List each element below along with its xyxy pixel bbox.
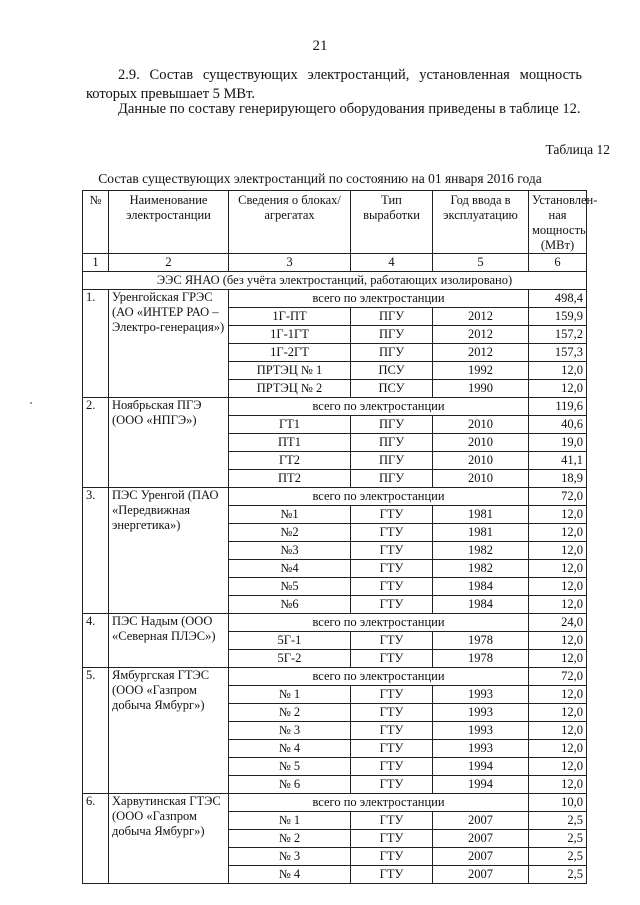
unit-type: ГТУ: [351, 758, 433, 776]
table-header-row: [83, 191, 587, 254]
unit-name: ПТ1: [229, 434, 351, 452]
unit-type: ГТУ: [351, 848, 433, 866]
unit-type: ГТУ: [351, 632, 433, 650]
unit-type: ГТУ: [351, 704, 433, 722]
power-stations-table: [82, 190, 598, 884]
station-number: 3.: [83, 488, 109, 614]
unit-name: №6: [229, 596, 351, 614]
station-name: ПЭС Уренгой (ПАО «Передвижная энергетика»): [109, 488, 229, 614]
unit-power: 12,0: [529, 560, 587, 578]
unit-power: 12,0: [529, 578, 587, 596]
unit-power: 12,0: [529, 776, 587, 794]
unit-year: 1978: [433, 632, 529, 650]
station-total-label: всего по электростанции: [229, 290, 529, 308]
unit-power: 157,3: [529, 344, 587, 362]
column-number: 2: [109, 254, 229, 272]
unit-name: ПРТЭЦ № 2: [229, 380, 351, 398]
intro-line-2: которых превышает 5 МВт.: [86, 86, 255, 102]
unit-type: ПГУ: [351, 416, 433, 434]
station-total-power: 24,0: [529, 614, 587, 632]
unit-year: 2007: [433, 830, 529, 848]
unit-year: 2012: [433, 326, 529, 344]
unit-type: ГТУ: [351, 578, 433, 596]
intro-line-3: Данные по составу генерирующего оборудования приведены в таблице 12.: [118, 101, 581, 117]
unit-power: 12,0: [529, 632, 587, 650]
unit-name: ПРТЭЦ № 1: [229, 362, 351, 380]
unit-year: 2010: [433, 470, 529, 488]
unit-name: №3: [229, 542, 351, 560]
unit-name: № 6: [229, 776, 351, 794]
station-total-row: [83, 668, 587, 686]
unit-year: 1993: [433, 740, 529, 758]
unit-year: 1990: [433, 380, 529, 398]
unit-type: ГТУ: [351, 686, 433, 704]
station-number: 6.: [83, 794, 109, 884]
unit-type: ГТУ: [351, 830, 433, 848]
unit-type: ПГУ: [351, 452, 433, 470]
station-total-power: 72,0: [529, 488, 587, 506]
unit-year: 2012: [433, 344, 529, 362]
unit-type: ПСУ: [351, 380, 433, 398]
column-number: 4: [351, 254, 433, 272]
station-total-power: 498,4: [529, 290, 587, 308]
unit-name: № 3: [229, 848, 351, 866]
unit-type: ГТУ: [351, 560, 433, 578]
unit-name: № 4: [229, 866, 351, 884]
unit-power: 12,0: [529, 740, 587, 758]
unit-year: 1981: [433, 506, 529, 524]
unit-type: ГТУ: [351, 740, 433, 758]
unit-year: 1982: [433, 560, 529, 578]
unit-name: № 3: [229, 722, 351, 740]
unit-type: ГТУ: [351, 596, 433, 614]
unit-type: ГТУ: [351, 506, 433, 524]
table-caption: Состав существующих электростанций по состоянию на 01 января 2016 года: [98, 171, 542, 186]
unit-type: ПГУ: [351, 344, 433, 362]
unit-name: №1: [229, 506, 351, 524]
intro-paragraph: [86, 66, 582, 104]
unit-name: № 2: [229, 830, 351, 848]
header-units-info: Сведения о блоках/агрегатах: [229, 191, 351, 254]
station-name: Харвутинская ГТЭС (ООО «Газпром добыча Ямбург»): [109, 794, 229, 884]
unit-name: 1Г-1ГТ: [229, 326, 351, 344]
column-number: 1: [83, 254, 109, 272]
unit-power: 12,0: [529, 596, 587, 614]
unit-power: 12,0: [529, 542, 587, 560]
unit-power: 12,0: [529, 524, 587, 542]
unit-type: ПГУ: [351, 434, 433, 452]
unit-year: 1992: [433, 362, 529, 380]
unit-type: ГТУ: [351, 650, 433, 668]
station-name: Ноябрьская ПГЭ (ООО «НПГЭ»): [109, 398, 229, 488]
unit-year: 1978: [433, 650, 529, 668]
unit-power: 12,0: [529, 758, 587, 776]
unit-year: 2007: [433, 866, 529, 884]
region-label: ЭЭС ЯНАО (без учёта электростанций, работающих изолировано): [83, 272, 587, 290]
unit-power: 12,0: [529, 704, 587, 722]
header-commission-year: Год ввода в эксплуатацию: [433, 191, 529, 254]
unit-type: ГТУ: [351, 524, 433, 542]
unit-type: ГТУ: [351, 866, 433, 884]
unit-year: 2010: [433, 416, 529, 434]
unit-name: ГТ2: [229, 452, 351, 470]
unit-power: 2,5: [529, 812, 587, 830]
unit-name: ГТ1: [229, 416, 351, 434]
unit-type: ГТУ: [351, 542, 433, 560]
station-name: ПЭС Надым (ООО «Северная ПЛЭС»): [109, 614, 229, 668]
unit-power: 18,9: [529, 470, 587, 488]
column-number-row: [83, 254, 587, 272]
unit-power: 12,0: [529, 506, 587, 524]
unit-year: 1982: [433, 542, 529, 560]
column-number: 3: [229, 254, 351, 272]
unit-name: №4: [229, 560, 351, 578]
column-number: 5: [433, 254, 529, 272]
station-total-label: всего по электростанции: [229, 668, 529, 686]
unit-year: 1981: [433, 524, 529, 542]
unit-power: 2,5: [529, 830, 587, 848]
station-total-label: всего по электростанции: [229, 614, 529, 632]
station-total-label: всего по электростанции: [229, 398, 529, 416]
station-total-row: [83, 488, 587, 506]
unit-power: 157,2: [529, 326, 587, 344]
unit-year: 2007: [433, 812, 529, 830]
station-total-row: [83, 398, 587, 416]
intro-line-1: 2.9. Состав существующих электростанций, установленная мощность: [118, 67, 582, 83]
station-number: 2.: [83, 398, 109, 488]
unit-year: 1984: [433, 578, 529, 596]
unit-power: 2,5: [529, 848, 587, 866]
station-name: Ямбургская ГТЭС (ООО «Газпром добыча Ямбург»): [109, 668, 229, 794]
unit-year: 1994: [433, 758, 529, 776]
unit-name: № 5: [229, 758, 351, 776]
unit-name: №2: [229, 524, 351, 542]
unit-type: ПСУ: [351, 362, 433, 380]
unit-type: ГТУ: [351, 722, 433, 740]
unit-year: 2010: [433, 452, 529, 470]
unit-power: 2,5: [529, 866, 587, 884]
station-total-row: [83, 290, 587, 308]
unit-name: № 1: [229, 812, 351, 830]
table-label: Таблица 12: [545, 142, 610, 157]
unit-name: 5Г-1: [229, 632, 351, 650]
station-total-power: 119,6: [529, 398, 587, 416]
station-total-power: 72,0: [529, 668, 587, 686]
station-total-label: всего по электростанции: [229, 794, 529, 812]
unit-year: 1984: [433, 596, 529, 614]
unit-year: 2012: [433, 308, 529, 326]
unit-year: 1994: [433, 776, 529, 794]
unit-name: № 2: [229, 704, 351, 722]
header-station-name: Наименование электростанции: [109, 191, 229, 254]
unit-year: 1993: [433, 722, 529, 740]
unit-type: ПГУ: [351, 308, 433, 326]
header-number: №: [83, 191, 109, 254]
station-number: 1.: [83, 290, 109, 398]
unit-power: 40,6: [529, 416, 587, 434]
station-number: 5.: [83, 668, 109, 794]
unit-name: № 1: [229, 686, 351, 704]
station-total-row: [83, 794, 587, 812]
station-total-row: [83, 614, 587, 632]
unit-power: 12,0: [529, 686, 587, 704]
unit-power: 19,0: [529, 434, 587, 452]
unit-year: 1993: [433, 704, 529, 722]
unit-power: 159,9: [529, 308, 587, 326]
unit-name: 1Г-ПТ: [229, 308, 351, 326]
unit-name: 5Г-2: [229, 650, 351, 668]
station-total-label: всего по электростанции: [229, 488, 529, 506]
station-name: Уренгойская ГРЭС (АО «ИНТЕР РАО – Электро-генерация»): [109, 290, 229, 398]
unit-type: ПГУ: [351, 326, 433, 344]
unit-year: 1993: [433, 686, 529, 704]
unit-name: 1Г-2ГТ: [229, 344, 351, 362]
station-total-power: 10,0: [529, 794, 587, 812]
station-number: 4.: [83, 614, 109, 668]
unit-name: №5: [229, 578, 351, 596]
unit-power: 12,0: [529, 380, 587, 398]
unit-name: ПТ2: [229, 470, 351, 488]
unit-type: ГТУ: [351, 812, 433, 830]
unit-power: 12,0: [529, 650, 587, 668]
page-number: 21: [312, 38, 328, 54]
unit-power: 12,0: [529, 722, 587, 740]
header-generation-type: Тип выработки: [351, 191, 433, 254]
unit-power: 41,1: [529, 452, 587, 470]
unit-power: 12,0: [529, 362, 587, 380]
region-row: [83, 272, 587, 290]
unit-name: № 4: [229, 740, 351, 758]
column-number: 6: [529, 254, 587, 272]
unit-year: 2010: [433, 434, 529, 452]
header-installed-capacity: Установлен-ная мощность (МВт): [529, 191, 587, 254]
unit-type: ГТУ: [351, 776, 433, 794]
scan-speck: [30, 402, 32, 404]
unit-year: 2007: [433, 848, 529, 866]
unit-type: ПГУ: [351, 470, 433, 488]
